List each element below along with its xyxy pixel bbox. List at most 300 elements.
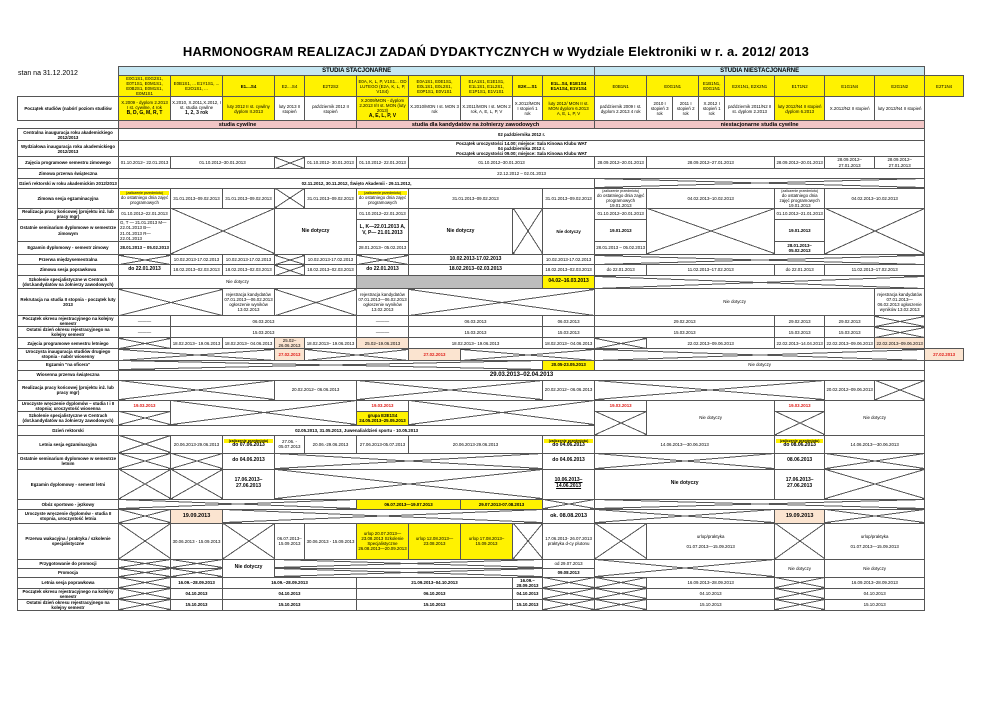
- cell: 10.02.2013-17.02.2013: [305, 255, 357, 265]
- cell: urlop 20.07.2013—23.08.2013 Szkolenie Specjalistyczne 26.08.2013—20.09.2013: [357, 523, 409, 559]
- cell: [119, 141, 925, 157]
- row-label: Przerwa wakacyjna / praktyka / szkolenie specjalistyczne: [18, 523, 119, 559]
- cell-empty: [119, 453, 171, 469]
- cell-value: 01.07.2013—15.09.2013: [686, 543, 735, 549]
- cell: 16.09.2013–28.09.2013: [825, 577, 925, 588]
- section-stacjonarne: STUDIA STACJONARNE: [119, 67, 595, 76]
- cell-empty: [119, 499, 357, 509]
- cell-empty: [595, 577, 647, 588]
- cell-empty: [595, 255, 925, 265]
- start-5-groups: A, E, L, P, V: [368, 112, 397, 119]
- cell: 06.10.2013: [357, 588, 513, 599]
- cell: 18.02.2013–02.03.2013: [223, 265, 275, 276]
- cell: 21.09.2013–04.10.2013: [357, 577, 513, 588]
- cell: rejestracja kandydatów 07.01.2013—06.02.2013 ogłoszenie wyników 13.02.2013: [357, 289, 409, 316]
- col-6: E0A1S1, E0E1S1, E0L1S1, E0L2S1, E0P1S1, E0V1S1: [409, 76, 461, 97]
- cell-value: do 07.06.2013: [232, 442, 265, 449]
- cell-note: (zaliczenie przedmiotu): [776, 439, 823, 443]
- cell: 09.08.2013: [543, 568, 595, 577]
- cell-empty: [775, 411, 825, 435]
- row-label: Realizacja pracy końcowej (projektu inż. lub pracy mgr): [18, 380, 119, 400]
- cell: 15.03.2013: [775, 327, 825, 338]
- cell: 10.02.2013-17.02.2013: [409, 255, 543, 265]
- cell-empty: [119, 523, 171, 559]
- cell: 15.03.2013: [825, 327, 875, 338]
- cell-line: Początek uroczystości 09.00; miejsce: Sala Kinowa Klubu WAT: [456, 151, 588, 157]
- row-header-start: Początek studiów (nabór/ poziom studiów: [18, 97, 119, 121]
- cell: od 29.07.2013: [543, 559, 595, 568]
- cell: 19.03.2013: [775, 400, 825, 411]
- cell-empty: [119, 509, 171, 523]
- row-label: Letnia sesja poprawkowa: [18, 577, 119, 588]
- cell-empty: [775, 599, 825, 610]
- cell-value: do 08.06.2013: [783, 442, 816, 449]
- cell: urlop 17.08.2013–15.09.2013: [461, 523, 513, 559]
- cell: Nie dotyczy: [825, 400, 925, 435]
- cell: 14.06.2013—30.06.2013: [825, 435, 925, 453]
- cell-empty: [275, 469, 543, 499]
- cell: 15.10.2013: [825, 599, 925, 610]
- cell: 01.10.2012–20.01.2013: [595, 208, 647, 219]
- cell-note: (zaliczenie przedmiotu): [602, 188, 640, 193]
- cell: 02.05.2013, 31.05.2013, Juwenalia/dzień sportu - 10.05.2013: [119, 425, 595, 435]
- cell: 01.10.2012–30.01.2013: [171, 157, 275, 168]
- cell: 20.02.2012– 06.06.2013: [275, 380, 357, 400]
- cell: 10.02.2013-17.02.2013: [171, 255, 223, 265]
- row-label: Centralna inauguracja roku akademickiego 2012/2013: [18, 129, 119, 141]
- cell-empty: [357, 255, 409, 265]
- cell-value: do ostatniego dnia zajęć programowych 19.01.2013: [779, 192, 820, 208]
- cell: 10.02.2013-17.02.2013: [223, 255, 275, 265]
- cell: 31.01.2013–09.02.2013: [223, 188, 275, 208]
- cell: 29.03.2013–02.04.2013: [119, 370, 925, 380]
- cell: 10.06.2013– 14.06.2013: [543, 469, 595, 499]
- cell-empty: [775, 523, 825, 559]
- cell: 27.02.2013: [925, 349, 964, 360]
- cell: [543, 435, 595, 453]
- cell-empty: [825, 453, 925, 469]
- cell-value: do ostatniego dnia zajęć programowych: [120, 195, 169, 206]
- cell: 01.10.2012–30.01.2013: [409, 157, 595, 168]
- cell: 25.02–26.06.2013: [275, 338, 305, 349]
- row-label: Uroczyste wręczenie dyplomów - studia II stopnia, uroczystość letnia: [18, 509, 119, 523]
- cell-empty: [171, 469, 223, 499]
- cell: [223, 435, 275, 453]
- cell: 29.07.2013-07.08.2013: [461, 499, 543, 509]
- row-label: Egzamin dyplomowy - semestr zimowy: [18, 242, 119, 255]
- cell: 28.09.2012–27.01.2013: [647, 157, 775, 168]
- cell: 15.10.2013: [171, 599, 223, 610]
- start-1: X.2010, X.2011,X.2012, I st. studia cywilne: [172, 100, 221, 111]
- cell: 22.02.2013–14.04.2013: [775, 338, 825, 349]
- cell: 29.02.2013: [775, 316, 825, 327]
- cell: 31.01.2013–09.02.2013: [305, 188, 357, 208]
- cell-empty: [595, 599, 647, 610]
- cell-value: do ostatniego dnia zajęć programowych 19.01.2013: [596, 192, 645, 208]
- cell-empty: [275, 157, 305, 168]
- cell: Nie dotyczy: [595, 289, 875, 316]
- col-0: E0G1S1, E0G2S1, E0T1S1, E0M1S1, E0B2S1, E0M1S1, E0M1S1: [119, 76, 171, 97]
- cell: 01.10.2012- 30.01.2013: [305, 157, 357, 168]
- row-label: Szkolenie specjalistyczne w Centrach (dot.kandydatów na żołnierzy zawodowych): [18, 276, 119, 289]
- cell: 01.10.2012- 22.01.2013: [357, 157, 409, 168]
- start-9-groups: A, E, L, P, V: [556, 111, 581, 117]
- cell-empty: [595, 411, 647, 435]
- cell-empty: [595, 523, 647, 559]
- cell: do 22.01.2013: [775, 265, 825, 276]
- cell: 11.02.2013–17.02.2013: [825, 265, 925, 276]
- col-2: E1....S4: [223, 76, 275, 97]
- cell-empty: [119, 289, 223, 316]
- cell: Nie dotyczy: [647, 400, 775, 435]
- cell-empty: [513, 523, 543, 559]
- cell-empty: [595, 349, 925, 360]
- cell: 29.02.2013: [825, 316, 875, 327]
- cell: 18.02.2013–02.03.2013: [409, 265, 543, 276]
- cell: 28.09.2012–20.01.2013: [775, 157, 825, 168]
- start-10: październik 2009 I st. dyplom 2.2013 4 rok: [595, 97, 647, 121]
- cell: 17.06.2013– 27.06.2013: [223, 469, 275, 499]
- row-label: Ostatni dzień okresu rejestracyjnego na kolejny semestr: [18, 327, 119, 338]
- cell: 20.02.2012– 06.06.2013: [543, 380, 595, 400]
- cell-empty: [171, 559, 223, 568]
- cell-empty: [119, 588, 171, 599]
- cell: do 04.06.2013: [543, 453, 595, 469]
- cell: 17.06.2013- 26.07.2013 praktyka d-cy plutonu: [543, 523, 595, 559]
- cell-empty: [775, 588, 825, 599]
- cell-empty: [275, 188, 305, 208]
- cell: 17.06.2013– 27.06.2013: [775, 469, 825, 499]
- cell: 20.06.2013-29.06.2013: [409, 435, 543, 453]
- cell: 19.03.2013: [357, 400, 409, 411]
- cell: [595, 188, 647, 208]
- cell: 28.01.2013– 05.02.2013: [357, 242, 409, 255]
- row-label: Wiosenna przerwa świąteczna: [18, 370, 119, 380]
- cell: 18.02.2013– 19.06.2013: [171, 338, 223, 349]
- cell: Nie dotyczy: [543, 208, 595, 254]
- cell: 22.02.2013–09.06.2013: [875, 338, 925, 349]
- cell: [775, 435, 825, 453]
- cell: 18.02.2013– 04.06.2013: [543, 338, 595, 349]
- status-date: stan na 31.12.2012: [18, 70, 78, 77]
- start-14: październik 2011/N2 II st. dyplom 2.2013: [725, 97, 775, 121]
- cell-empty: [275, 559, 543, 568]
- cell: 15.10.2013: [513, 599, 543, 610]
- cell: 04.02–16.03.2013: [543, 276, 595, 289]
- cell: 27.06.2013-05.07.2013: [357, 435, 409, 453]
- cell-empty: [119, 360, 543, 370]
- cell-empty: [357, 380, 543, 400]
- cell: 04.10.2013: [171, 588, 223, 599]
- cell: 18.02.2013–02.03.2013: [543, 265, 595, 276]
- cell-empty: [119, 469, 171, 499]
- cell-empty: [275, 453, 543, 469]
- cell-empty: [595, 499, 925, 509]
- col-9: E1L..S4, E1E1S4 E1A1S4, E1V1S4: [543, 76, 595, 97]
- cell-empty: [119, 577, 171, 588]
- row-label: Uroczysta inauguracja studiów drugiego stopnia - nabór wiosenny: [18, 349, 119, 360]
- cell: G, T — 21.01.2013 M— 22.01.2013 B— 21.01.2013 R—22.01.2013: [119, 220, 171, 242]
- cell-empty: [119, 380, 275, 400]
- cell-empty: [275, 265, 305, 276]
- cell: 20.02.2012–09.06.2013: [825, 380, 875, 400]
- col-13: E2X1N1, E2X2N1: [725, 76, 775, 97]
- cell-empty: [223, 509, 543, 523]
- cell: 04.02.2013–10.02.2013: [647, 188, 775, 208]
- row-label: Uroczyste wręczenie dyplomów – studia I i II stopnia; uroczystość wiosenna: [18, 400, 119, 411]
- row-label: Zimowa sesja egzaminacyjna: [18, 188, 119, 208]
- cell: 15.10.2013: [357, 599, 513, 610]
- cell-empty: [595, 338, 647, 349]
- cell: 27.02.2013: [275, 349, 305, 360]
- schedule-table: STUDIA STACJONARNE STUDIA NIESTACJONARNE E0G1S1, E0G2S1, E0T1S1, E0M1S1, E0B2S1, E0M1S1, E0M1S1 E0B1S1, ... E1Y1S1, ... E2O1S1, ... E1....S4 E2....S4 E2T2S2 E0A, K, L, P, V1S1... OD LUTEGO (E2A, K, L, P, V1S4) E0A1S1, E0E1S1, E0L1S1, E0L2S1, E0P1S1, E0V1S1 E1A1S1, E1E1S1, E1L1S1, E1L2S1, E1P1S1, E1V1S1 E2K....S1 E1L..S4, E1E1S4 E1A1S4, E1V1S4 E0B1N1 E0G1N1 E1B1N1, E0G1N1 E2X1N1, E2X2N1 E1T1N2 E1G1N4 E2G1N2 E2T1N4 Początek studiów (nabór/ poziom studiów X.2009 - dyplom 2.2013 I st. cywilne, 4 rok B, D, G, M, R, T X.2010, X.2011,X.2012, I st. studia cywilne 1, 2, 3 rok luty 2012 II st. cywilny dyplom II.2013 luty 2013 II stopień październik 2012 II stopień X.2009/MON - dyplom 2.2013 I/II st. MON (luty 2013) A, E, L, P, V X.2010/MON I st. MON 3 rok X.2011/MON I st. MON 2 rok, A, E, L, P, V X.2012/MON I stopień 1 rok luty 2012/ MON II st. MON dyplom 6.2013 A, E, L, P, V październik 2009 I st. dyplom 2.2013 4 rok 2010 I stopień 3 rok 2011 I stopień 2 rok X.2012 I stopień 1 rok październik 2011/N2 II st. dyplom 2.2013 luty 2012/N4 II stopień dyplom 6.2013 X.2012/N2 II stopień luty 2013/N4 II stopień studia cywilne studia dla kandydatów na żołnierzy zawodowych niestacjonarne studia cywilne Centralna inauguracja roku akademickiego 2012/2013 02 października 2012 r. Wydziałowa inauguracja roku akademickiego 2012/2013 Początek uroczystości 14.00; miejsce: Sala Kinowa Klubu WAT 04 października 2012 r. Początek uroczystości 09.00; miejsce: Sala Kinowa Klubu WAT Zajęcia programowe semestru zimowego 01.10.2012– 22.01.2013 01.10.2012–30.01.2013 01.10.2012- 30.01.2013 01.10.2012- 22.01.2013 01.10.2012–30.01.2013 28.09.2012–20.01.2013 28.09.2012–27.01.2013 28.09.2012–20.01.2013 28.09.2012– 27.01.2013 28.09.2012– 27.01.2013 Zimowa przerwa świąteczna 22.12.2012 – 02.01.2013 Dzień rektorski w roku akademickim 2012/2013 02.11.2012, 30.11.2012, Święto Akademii - 29.11.2012, Zimowa sesja egzaminacyjna (zaliczenie przedmiotu) do ostatniego dnia zajęć programowych 31.01.2013–09.02.2013 31.01.2013–09.02.2013 31.01.2013–09.02.2013 (zaliczenie przedmiotu) do ostatniego dnia zajęć programowych 31.01.2013–09.02.2013 31.01.2013–09.02.2013 (zaliczenie przedmiotu) do ostatniego dnia zajęć programowych 19.01.2013 04.02.2013–10.02.2013 (zaliczenie przedmiotu) do ostatniego dnia zajęć programowych 19.01.2013 04.02.2013–10.02.2013 Realizacja pracy końcowej (projektu inż. lub pracy mgr) 01.10.2012–22.01.2013 Nie dotyczy 01.10.2012–22.01.2013 Nie dotyczy Nie dotyczy 01.10.2012–20.01.2013 01.10.2012–21.01.2013 Ostatnie seminarium dyplomowe w semestrze zimowym G, T — 21.01.2013 M— 22.01.2013 B— 21.01.2013 R—22.01.2013 L, K—22.01.2013 A, V, P— 21.01.2013 19.01.2013 19.01.2013 Egzamin dyplomowy - semestr zimowy 28.01.2013 – 05.02.2013 28.01.2013– 05.02.2013 28.01.2013 – 05.02.2013 28.01.2013– 05.02.2013 Przerwa międzysemestralna 10.02.2013-17.02.2013 10.02.2013-17.02.2013 10.02.2013-17.02.2013 10.02.2013-17.02.2013 10.02.2013-17.02.2013 Zimowa sesja poprawkowa do 22.01.2013 18.02.2013–02.03.2013 18.02.2013–02.03.2013 18.02.2013–02.03.2013 do 22.01.2013 18.02.2013–02.03.2013 18.02.2013–02.03.2013 do 22.01.2013 11.02.2013–17.02.2013 do 22.01.2013 11.02.2013–17.02.2013 Szkolenie specjalistyczne w Centrach (dot.kandydatów na żołnierzy zawodowych) Nie dotyczy 04.02–16.03.2013 Rekrutacja na studia II stopnia - początek luty 2013 rejestracja kandydatów 07.01.2013—06.02.2013 ogłoszenie wyników 13.02.2013 rejestracja kandydatów 07.01.2013—06.02.2013 ogłoszenie wyników 13.02.2013 Nie dotyczy rejestracja kandydatów 07.01.2013—06.02.2013 ogłoszenie wyników 13.02.2013 Początek okresu rejestracyjnego na kolejny semestr ——— 06.03.2013 ——— 06.03.2013 06.03.2013 29.02.2013 29.02.2013 29.02.2013 Ostatni dzień okresu rejestracyjnego na kolejny semestr ——— 15.03.2013 ——— 15.03.2013 15.03.2013 15.03.2013 15.03.2013 15.03.2013 Zajęcia programowe semestru letniego 18.02.2013– 19.06.2013 18.02.2013– 04.06.2013 25.02–26.06.2013 18.02.2013– 19.06.2013 25.02–19.06.2013 18.02.2013– 19.06.2013 18.02.2013– 04.06.2013 22.02.2013–09.06.2013 22.02.2013–14.04.2013 22.02.2013–09.06.2013 22.02.2013–09.06.2013 Uroczysta inauguracja studiów drugiego stopnia - nabór wiosenny 27.02.2013 27.02.2013 27.02.2013 Egzamin "na oficera" 20.05-23.05.2013 Nie dotyczy Wiosenna przerwa świąteczna 29.03.2013–02.04.2013 Realizacja pracy końcowej (projektu inż. lub pracy mgr) 20.02.2012– 06.06.2013 20.02.2012– 06.06.2013 20.02.2012–09.06.2013 Uroczyste wręczenie dyplomów – studia I i II stopnia; uroczystość wiosenna 19.03.2013 19.03.2013 19.03.2013 Nie dotyczy 19.03.2013 Nie dotyczy Szkolenie specjalistyczne w Centrach (dot.kandydatów na żołnierzy zawodowych) grupa E2E1S4 24.05.2013–25.05.2013 Dzień rektorski 02.05.2013, 31.05.2013, Juwenalia/dzień sportu - 10.05.2013 Letnia sesja egzaminacyjna 20.06.2013-29.06.2013 (zaliczenie przedmiotu) do 07.06.2013 27.06. - 05.07.2013 20.06.-29.06.2013 27.06.2013-05.07.2013 20.06.2013-29.06.2013 (zaliczenie przedmiotu) do 04.06.2013 14.06.2013—30.06.2013 (zaliczenie przedmiotu) do 08.06.2013 14.06.2013—30.06.2013 Ostatnie seminarium dyplomowe w semestrze letnim do 04.06.2013 do 04.06.2013 08.06.2013 Egzamin dyplomowy - semestr letni 17.06.2013– 27.06.2013 10.06.2013– 14.06.2013 Nie dotyczy 17.06.2013– 27.06.2013 Obóz sportowo - jęzkowy 06.07.2013—19.07.2013 29.07.2013-07.08.2013 Uroczyste wręczenie dyplomów - studia II stopnia, uroczystość letnia 19.09.2013 ok. 08.08.2013 19.09.2013 Przerwa wakacyjna / praktyka / szkolenie specjalistyczne 30.06.2013 - 15.09.2013 06.07.2013– 15.09.2013 30.06.2013 - 15.09.2013 urlop 20.07.2013—23.08.2013 Szkolenie Specjalistyczne 26.08.2013—20.09.2013 urlop 12.08.2013—23.08.2013 urlop 17.08.2013–15.09.2013 17.06.2013- 26.07.2013 praktyka d-cy plutonu urlop/praktyka 01.07.2013—15.09.2013 urlop/praktyka 01.07.2013—15.09.2013 Przygotowanie do promocji Nie dotyczy od 29.07.2013 Nie dotyczy Nie dotyczy Promocja 09.08.2013 Letnia sesja poprawkowa 16.09.–28.09.2013 16.09.–28.09.2013 21.09.2013–04.10.2013 16.09.–28.09.2013 16.09.2013–28.09.2013 16.09.2013–28.09.2013 Początek okresu rejestracyjnego na kolejny semestr 04.10.2013 04.10.2013 06.10.2013 04.10.2013 04.10.2013 04.10.2013 Ostatni dzień okresu rejestracyjnego na kolejny semestr 15.10.2013 15.10.2013 15.10.2013 15.10.2013 15.10.2013 15.10.2013: [17, 66, 964, 611]
- cell: 20.06.-29.06.2013: [305, 435, 357, 453]
- cell-empty: [119, 255, 171, 265]
- row-label: Ostatni dzień okresu rejestracyjnego na kolejny semestr: [18, 599, 119, 610]
- cell-empty: [825, 469, 925, 499]
- cell: do 22.01.2013: [357, 265, 409, 276]
- cell-empty: [119, 599, 171, 610]
- cell: 04.10.2013: [223, 588, 357, 599]
- cell: 14.06.2013—30.06.2013: [595, 435, 775, 453]
- cell-empty: [119, 435, 171, 453]
- cell-empty: [875, 380, 925, 400]
- cell: Nie dotyczy: [595, 360, 925, 370]
- cell-empty: [357, 276, 543, 289]
- col-1: E0B1S1, ... E1Y1S1, ... E2O1S1, ...: [171, 76, 223, 97]
- cell: 04.10.2013: [513, 588, 543, 599]
- cell-empty: [513, 208, 543, 254]
- row-label: Szkolenie specjalistyczne w Centrach (dot.kandydatów na żołnierzy zawodowych): [18, 411, 119, 425]
- cell: 16.09.–28.09.2013: [223, 577, 357, 588]
- cell: 29.02.2013: [595, 316, 775, 327]
- cell: 18.02.2013–02.03.2013: [305, 265, 357, 276]
- col-15: E1G1N4: [825, 76, 875, 97]
- cell: 01.10.2012–21.01.2013: [775, 208, 825, 219]
- start-2: luty 2012 II st. cywilny dyplom II.2013: [223, 97, 275, 121]
- cell: [119, 188, 171, 208]
- start-9: luty 2012/ MON II st. MON dyplom 6.2013: [548, 101, 589, 112]
- cell-empty: [409, 289, 595, 316]
- cell: do 04.06.2013: [223, 453, 275, 469]
- cell-note: (zaliczenie przedmiotu): [781, 188, 819, 193]
- cell: 31.01.2013–09.02.2013: [543, 188, 595, 208]
- cell: 06.03.2013: [409, 316, 543, 327]
- row-label: Przerwa międzysemestralna: [18, 255, 119, 265]
- cell: 18.02.2013– 19.06.2013: [409, 338, 543, 349]
- row-label: Dzień rektorski: [18, 425, 119, 435]
- row-label: Ostatnie seminarium dyplomowe w semestrze letnim: [18, 453, 119, 469]
- cell-empty: [543, 588, 595, 599]
- cell-empty: [595, 453, 775, 469]
- cell: 20.05-23.05.2013: [543, 360, 595, 370]
- cell: 04.10.2013: [825, 588, 925, 599]
- cell: do 22.01.2013: [119, 265, 171, 276]
- start-13: X.2012 I stopień 1 rok: [699, 97, 725, 121]
- row-label: Realizacja pracy końcowej (projektu inż. lub pracy mgr): [18, 208, 119, 219]
- cell: 18.02.2013– 19.06.2013: [305, 338, 357, 349]
- cell: 28.09.2012– 27.01.2013: [825, 157, 875, 168]
- cell: [647, 523, 775, 559]
- start-12: 2011 I stopień 2 rok: [673, 97, 699, 121]
- cell: 22.02.2013–09.06.2013: [825, 338, 875, 349]
- cell: Nie dotyczy: [119, 276, 357, 289]
- row-label: Dzień rektorski w roku akademickim 2012/2013: [18, 178, 119, 188]
- cell: 16.09.2013–28.09.2013: [647, 577, 775, 588]
- cell-empty: [409, 400, 595, 425]
- cell-empty: [119, 411, 171, 425]
- cell: 06.03.2013: [543, 316, 595, 327]
- cell: 04.02.2013–10.02.2013: [825, 188, 925, 208]
- cell: 30.06.2013 - 15.09.2013: [305, 523, 357, 559]
- cell-empty: [595, 276, 925, 289]
- cell-empty: [543, 499, 595, 509]
- col-11: E0G1N1: [647, 76, 699, 97]
- col-12: E1B1N1, E0G1N1: [699, 76, 725, 97]
- cell-empty: [647, 208, 775, 254]
- start-7: X.2011/MON I st. MON 2 rok, A, E, L, P, V: [461, 97, 513, 121]
- cell-value: 01.07.2013—15.09.2013: [850, 543, 899, 549]
- cell: 30.06.2013 - 15.09.2013: [171, 523, 223, 559]
- cell: 19.01.2013: [775, 220, 825, 242]
- cell: 18.02.2013–02.03.2013: [171, 265, 223, 276]
- cell-value: do ostatniego dnia zajęć programowych: [358, 195, 407, 206]
- cell-note: (zaliczenie przedmiotu): [358, 191, 407, 195]
- cell: 01.10.2012– 22.01.2013: [119, 157, 171, 168]
- cell: 15.03.2013: [171, 327, 357, 338]
- col-7: E1A1S1, E1E1S1, E1L1S1, E1L2S1, E1P1S1, E1V1S1: [461, 76, 513, 97]
- cell: 27.02.2013: [409, 349, 461, 360]
- cell: Nie dotyczy: [275, 208, 357, 254]
- cell-empty: [223, 523, 275, 559]
- row-label: Przygotowanie do promocji: [18, 559, 119, 568]
- cell: 25.02–19.06.2013: [357, 338, 409, 349]
- cell: 15.10.2013: [647, 599, 775, 610]
- start-8: X.2012/MON I stopień 1 rok: [513, 97, 543, 121]
- cell-empty: [595, 559, 775, 577]
- cell-line: 04 października 2012 r.: [497, 146, 546, 152]
- row-label: Egzamin dyplomowy - semestr letni: [18, 469, 119, 499]
- col-8: E2K....S1: [513, 76, 543, 97]
- start-1-groups: 1, 2, 3 rok: [184, 110, 209, 117]
- cell: rejestracja kandydatów 07.01.2013—06.02.2013 ogłoszenie wyników 13.02.2013: [875, 289, 925, 316]
- cell: 11.02.2013–17.02.2013: [647, 265, 775, 276]
- cell: 19.03.2013: [119, 400, 171, 411]
- cell-value: urlop/praktyka: [860, 533, 889, 539]
- cell: Nie dotyczy: [223, 559, 275, 577]
- col-5: E0A, K, L, P, V1S1... OD LUTEGO (E2A, K, L, P, V1S4): [357, 76, 409, 97]
- start-17: luty 2013/N4 II stopień: [875, 97, 925, 121]
- cell: 02 października 2012 r.: [119, 129, 925, 141]
- cell: [775, 188, 825, 208]
- cell: 28.01.2013– 05.02.2013: [775, 242, 825, 255]
- cell-empty: [595, 380, 825, 400]
- cell: 06.07.2013– 15.09.2013: [275, 523, 305, 559]
- cell: 27.06. - 05.07.2013: [275, 435, 305, 453]
- document-title: HARMONOGRAM REALIZACJI ZADAŃ DYDAKTYCZNYCH w Wydziale Elektroniki w r. a. 2012/ 2013: [182, 44, 810, 59]
- col-14: E1T1N2: [775, 76, 825, 97]
- cell-note: (zaliczenie przedmiotu): [120, 191, 169, 195]
- cell: 01.10.2012–22.01.2013: [357, 208, 409, 219]
- col-16: E2G1N2: [875, 76, 925, 97]
- start-11: 2010 I stopień 3 rok: [647, 97, 673, 121]
- cell: 06.03.2013: [171, 316, 357, 327]
- row-label: Egzamin "na oficera": [18, 360, 119, 370]
- cell: [357, 188, 409, 208]
- cell: 02.11.2012, 30.11.2012, Święto Akademii - 29.11.2012,: [119, 178, 595, 188]
- cell-empty: [875, 316, 925, 327]
- cell-empty: [275, 568, 543, 577]
- row-label: Ostatnie seminarium dyplomowe w semestrze zimowym: [18, 220, 119, 242]
- row-label: Obóz sportowo - jęzkowy: [18, 499, 119, 509]
- cell-empty: [119, 568, 171, 577]
- col-17: E2T1N4: [925, 76, 964, 97]
- row-label: Wydziałowa inauguracja roku akademickiego 2012/2013: [18, 141, 119, 157]
- cell-empty: [119, 349, 275, 360]
- cell: 19.09.2013: [171, 509, 223, 523]
- cell: 28.09.2012–20.01.2013: [595, 157, 647, 168]
- cell-empty: [825, 208, 925, 254]
- start-3: luty 2013 II stopień: [275, 97, 305, 121]
- cell-empty: [595, 588, 647, 599]
- row-label: Rekrutacja na studia II stopnia - początek luty 2013: [18, 289, 119, 316]
- cell: 28.09.2012– 27.01.2013: [875, 157, 925, 168]
- start-16: X.2012/N2 II stopień: [825, 97, 875, 121]
- cell-value: do 04.06.2013: [552, 442, 585, 449]
- cell-empty: [543, 577, 595, 588]
- col-4: E2T2S2: [305, 76, 357, 97]
- cell: Nie dotyczy: [825, 559, 925, 577]
- cell: Nie dotyczy: [775, 559, 825, 577]
- col-10: E0B1N1: [595, 76, 647, 97]
- band-zawodowe: studia dla kandydatów na żołnierzy zawodowych: [357, 121, 595, 129]
- cell: 19.09.2013: [775, 509, 825, 523]
- cell: 15.03.2013: [409, 327, 543, 338]
- band-cywilne: studia cywilne: [119, 121, 357, 129]
- cell-empty: [775, 577, 825, 588]
- start-15: luty 2012/N4 II stopień dyplom 6.2013: [775, 97, 825, 121]
- cell-empty: [305, 349, 409, 360]
- cell-empty: [275, 289, 357, 316]
- cell-empty: [171, 400, 357, 425]
- cell: urlop 12.08.2013—23.08.2013: [409, 523, 461, 559]
- row-label: Zimowa sesja poprawkowa: [18, 265, 119, 276]
- start-6: X.2010/MON I st. MON 3 rok: [409, 97, 461, 121]
- cell: 16.09.–28.09.2013: [171, 577, 223, 588]
- row-label: Zajęcia programowe semestru letniego: [18, 338, 119, 349]
- cell-empty: [461, 349, 595, 360]
- cell-note: (zaliczenie przedmiotu): [224, 439, 273, 443]
- row-label: Zajęcia programowe semestru zimowego: [18, 157, 119, 168]
- cell-empty: [275, 255, 305, 265]
- cell: 22.02.2013–09.06.2013: [647, 338, 775, 349]
- row-label: Letnia sesja egzaminacyjna: [18, 435, 119, 453]
- cell: 22.12.2012 – 02.01.2013: [119, 168, 925, 178]
- cell-empty: [171, 568, 223, 577]
- cell: 15.10.2013: [223, 599, 357, 610]
- cell: 06.07.2013—19.07.2013: [357, 499, 461, 509]
- cell: 18.02.2013– 04.06.2013: [223, 338, 275, 349]
- start-4: październik 2012 II stopień: [305, 97, 357, 121]
- section-niestacjonarne: STUDIA NIESTACJONARNE: [595, 67, 925, 76]
- cell: do 22.01.2013: [595, 265, 647, 276]
- start-0-groups: B, D, G, M, R, T: [126, 110, 163, 117]
- cell-note: (zaliczenie przedmiotu): [544, 439, 593, 443]
- cell-line: Początek uroczystości 14.00; miejsce: Sala Kinowa Klubu WAT: [456, 141, 588, 147]
- cell: 10.02.2013-17.02.2013: [543, 255, 595, 265]
- cell: 31.01.2013–09.02.2013: [171, 188, 223, 208]
- cell: 28.01.2013 – 05.02.2013: [119, 242, 171, 255]
